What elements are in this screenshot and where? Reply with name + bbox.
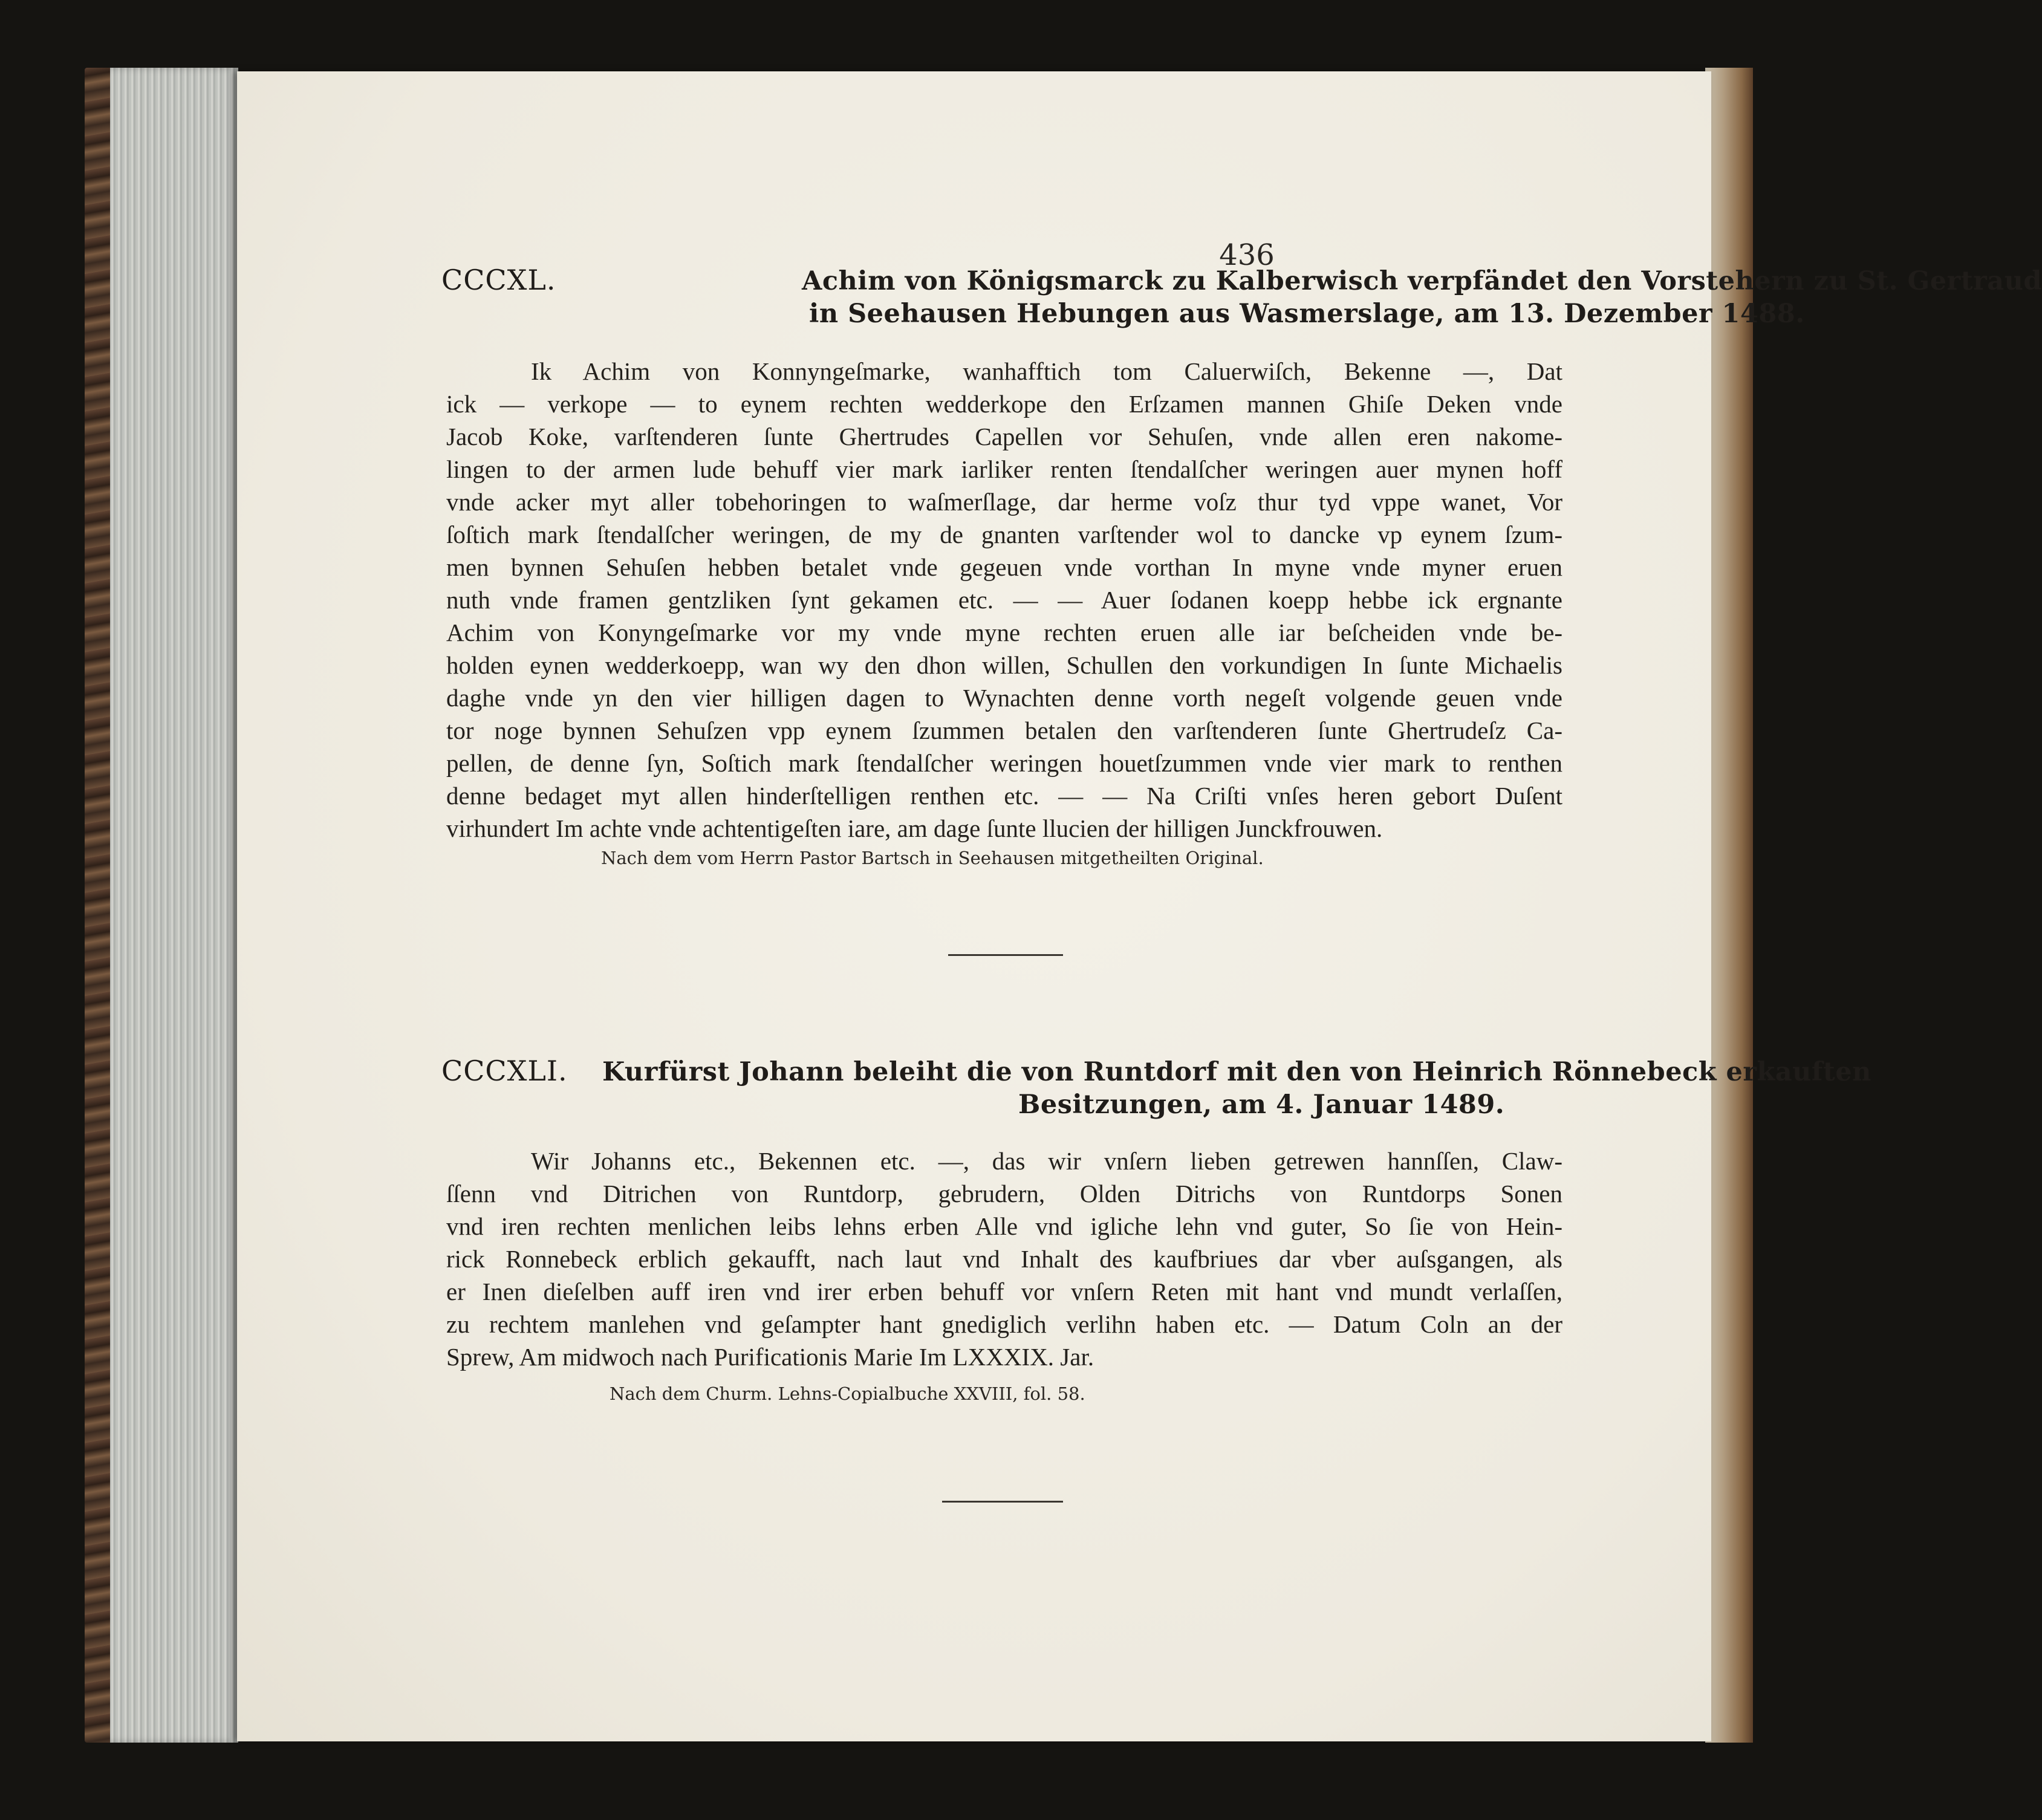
text-line: pellen, de denne ſyn, Soſtich mark ſtendalſcher weringen houetſzummen vnde vier mark to renthen bbox=[446, 749, 1562, 777]
book-page bbox=[237, 71, 2042, 1741]
charter-2-number: CCCXLI. bbox=[441, 1055, 568, 1087]
text-line: vnde acker myt aller tobehoringen to waſmerſlage, dar herme voſz thur tyd vppe wanet, Vor bbox=[446, 488, 1562, 516]
text-line: Jacob Koke, varſtenderen ſunte Ghertrudes Capellen vor Sehuſen, vnde allen eren nakome- bbox=[446, 423, 1562, 450]
text-line: ick — verkope — to eynem rechten wedderkope den Erſzamen mannen Ghiſe Deken vnde bbox=[446, 390, 1562, 418]
text-line: daghe vnde yn den vier hilligen dagen to Wynachten denne vorth negeſt volgende geuen vnde bbox=[446, 684, 1562, 712]
text-line: lingen to der armen lude behuff vier mark iarliker renten ſtendalſcher weringen auer mynen hoff bbox=[446, 455, 1562, 483]
text-line: Wir Johanns etc., Bekennen etc. —, das wir vnſern lieben getrewen hannſſen, Claw- bbox=[531, 1147, 1562, 1175]
charter-1-number: CCCXL. bbox=[441, 264, 556, 296]
text-line: nuth vnde framen gentzliken ſynt gekamen etc. — — Auer ſodanen koepp hebbe ick ergnante bbox=[446, 586, 1562, 614]
text-line: Achim von Konyngeſmarke vor my vnde myne rechten eruen alle iar beſcheiden vnde be- bbox=[446, 619, 1562, 646]
text-line: ſſenn vnd Ditrichen von Runtdorp, gebrudern, Olden Ditrichs von Runtdorps Sonen bbox=[446, 1180, 1562, 1207]
text-line: Sprew, Am midwoch nach Purificationis Marie Im LXXXIX. Jar. bbox=[446, 1343, 1094, 1371]
text-line: zu rechtem manlehen vnd geſampter hant gnediglich verlihn haben etc. — Datum Coln an der bbox=[446, 1310, 1562, 1338]
text-line: rick Ronnebeck erblich gekaufft, nach laut vnd Inhalt des kaufbriues dar vber auſsgangen, als bbox=[446, 1245, 1562, 1273]
text-line: men bynnen Sehuſen hebben betalet vnde gegeuen vnde vorthan In myne vnde myner eruen bbox=[446, 553, 1562, 581]
page-fore-edge bbox=[110, 68, 238, 1743]
text-line: virhundert Im achte vnde achtentigeſten iare, am dage ſunte llucien der hilligen Junckfrouwen. bbox=[446, 814, 1383, 842]
charter-1-title-line-2: in Seehausen Hebungen aus Wasmerslage, am 13. Dezember 1488. bbox=[809, 299, 1805, 329]
text-line: vnd iren rechten menlichen leibs lehns erben Alle vnd igliche lehn vnd guter, So ſie von Hein- bbox=[446, 1212, 1562, 1240]
text-line: Ik Achim von Konnyngeſmarke, wanhafftich tom Caluerwiſch, Bekenne —, Dat bbox=[531, 357, 1562, 385]
text-line: holden eynen wedderkoepp, wan wy den dhon willen, Schullen den vorkundigen In ſunte Michaelis bbox=[446, 651, 1562, 679]
charter-1-title-line-1: Achim von Königsmarck zu Kalberwisch verpfändet den Vorstehern zu St. Gertraud bbox=[802, 266, 2042, 296]
charter-1-source: Nach dem vom Herrn Pastor Bartsch in Seehausen mitgetheilten Original. bbox=[601, 848, 1264, 868]
charter-2-title-line-2: Besitzungen, am 4. Januar 1489. bbox=[1018, 1090, 1505, 1120]
section-divider-1 bbox=[948, 954, 1063, 956]
text-line: denne bedaget myt allen hinderſtelligen renthen etc. — — Na Criſti vnſes heren gebort Duſent bbox=[446, 782, 1562, 810]
text-line: ſoſtich mark ſtendalſcher weringen, de my de gnanten varſtender wol to dancke vp eynem ſzum- bbox=[446, 521, 1562, 548]
charter-2-source: Nach dem Churm. Lehns-Copialbuche XXVIII, fol. 58. bbox=[610, 1383, 1085, 1404]
charter-2-title-line-1: Kurfürst Johann beleiht die von Runtdorf mit den von Heinrich Rönnebeck erkauften bbox=[602, 1057, 1871, 1087]
text-line: tor noge bynnen Sehuſzen vpp eynem ſzummen betalen den varſtenderen ſunte Ghertrudeſz Ca- bbox=[446, 717, 1562, 744]
page-number: 436 bbox=[1219, 238, 1275, 272]
text-line: er Inen dieſelben auff iren vnd irer erben behuff vor vnſern Reten mit hant vnd mundt verlaſſen, bbox=[446, 1278, 1562, 1305]
section-divider-2 bbox=[942, 1501, 1063, 1503]
